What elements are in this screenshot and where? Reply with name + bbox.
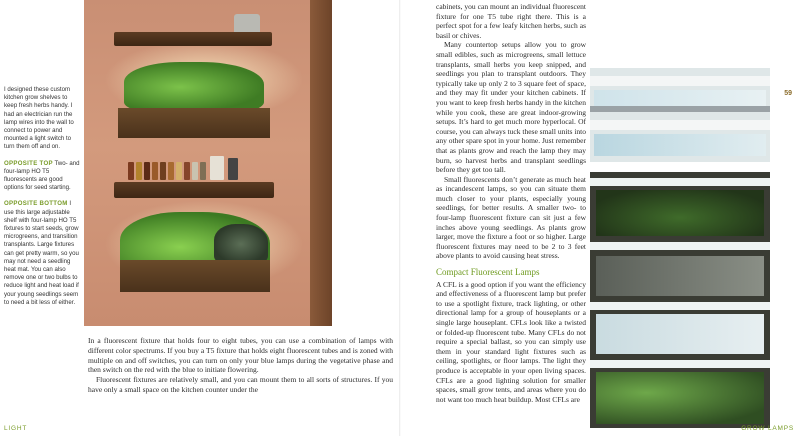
caption-1 xyxy=(4,86,82,152)
gutter xyxy=(399,0,401,436)
jar xyxy=(200,162,206,180)
fixture-tube xyxy=(590,76,770,86)
seed-starting-fixtures-photo xyxy=(590,68,770,162)
jar xyxy=(168,162,174,180)
top-shelf xyxy=(114,32,272,46)
body-paragraph: cabinets, you can mount an individual fluorescent fixture for one T5 tube right there. This is a perfect spot for a few leafy kitchen herbs, such as basil or chives. xyxy=(436,2,586,40)
jar xyxy=(184,162,190,180)
caption-3-label: OPPOSITE BOTTOM xyxy=(4,200,68,208)
body-paragraph: Many countertop setups allow you to grow small edibles, such as microgreens, small lettuce transplants, small herbs you keep snipped, and seedlings you plan to transplant outdoors. They typically take up only 2 to 3 square feet of space, and they may fit under your kitchen cabinets. If you want to keep fresh herbs handy in the kitchen while you cook, these are great indoor-growing setups. It’s hard to get much more hyperlocal. Of course, you can always tuck these small units into any other spare spot in your home. Just remember that as plants grow and reach the lamp they may burn, so harvest herbs and transplant seedlings before they get too tall. xyxy=(436,40,586,175)
trays xyxy=(596,256,764,296)
adjustable-shelf-photo xyxy=(590,172,770,428)
jar xyxy=(152,162,158,180)
caption-2-text: Two- and four-lamp HO T5 fluorescents are good options for seed starting. xyxy=(4,159,80,192)
fixture-tube xyxy=(590,120,770,130)
caption-column xyxy=(4,86,82,315)
herbs-top xyxy=(124,62,264,112)
kitchen-grow-shelves-photo xyxy=(84,0,332,326)
jar xyxy=(144,162,150,180)
middle-shelf xyxy=(114,182,274,198)
jar xyxy=(210,156,224,180)
jar xyxy=(160,162,166,180)
caption-2-label: OPPOSITE TOP xyxy=(4,159,53,167)
jar xyxy=(228,158,238,180)
seed-trays xyxy=(594,134,766,156)
jar xyxy=(136,162,142,180)
caption-3 xyxy=(4,200,82,307)
page-number: 59 xyxy=(784,90,792,97)
running-head-left: LIGHT xyxy=(4,425,28,432)
doorframe xyxy=(310,0,332,326)
jar xyxy=(128,162,134,180)
spice-jars xyxy=(128,148,248,184)
caption-2 xyxy=(4,160,82,193)
body-paragraph: A CFL is a good option if you want the efficiency and effectiveness of a fluorescent lamp but prefer to use a spotlight fixture, track lighting, or other directional lamp for a group of houseplants or a single large houseplant. CFLs look like a twisted or folded-up fluorescent tube. Many CFLs do not require a special ballast, so you can simply use them in your standard light fixtures such as ceiling, spotlights, or floor lamps. The light they produce is acceptable in your open living spaces. CFLs are a good lighting solution for smaller spaces, small grow tents, and areas where you do not want too much heat buildup. Most CFLs are xyxy=(436,279,586,404)
planter-bottom xyxy=(120,260,270,292)
body-paragraph: Fluorescent fixtures are relatively small, and you can mount them to all sorts of structures. If you have only a small space on the kitchen counter under the xyxy=(88,375,393,394)
greens xyxy=(596,190,764,236)
section-subhead: Compact Fluorescent Lamps xyxy=(436,267,540,278)
body-paragraph: In a fluorescent fixture that holds four to eight tubes, you can use a combination of lamps with different color spectrums. If you buy a T5 fixture that holds eight fluorescent tubes and is zoned with multiple on and off switches, you can turn on only your blue lamps during the vegetative phase and then switch on the red with the blue to initiate flowering. xyxy=(88,336,393,375)
purple-herb xyxy=(214,224,268,264)
planter-top xyxy=(118,108,270,138)
seed-trays xyxy=(596,314,764,354)
jar xyxy=(192,162,198,180)
fixture-tube xyxy=(590,302,770,310)
caption-3-text: I use this large adjustable shelf with four-lamp HO T5 fixtures to start seeds, grow microgreens, and transition transplants. Large fixtures can get pretty warm, so you may not need a seedling heat mat. You can also remove one or two bulbs to reduce light and heat load if your young seedlings seem to need a bit less of either. xyxy=(4,200,79,306)
running-head-right: GROW LAMPS xyxy=(741,425,794,432)
right-body-text xyxy=(436,2,586,404)
left-body-text xyxy=(88,336,393,395)
seed-trays xyxy=(594,90,766,106)
fixture-tube xyxy=(590,360,770,368)
shelf-rail xyxy=(590,106,770,112)
transplants xyxy=(596,372,764,424)
fixture-tube xyxy=(590,178,770,186)
caption-1-text: I designed these custom kitchen grow shelves to keep fresh herbs handy. I had an electrician run the lamp wires into the wall to connect to power and mounted a light switch to turn them off and on. xyxy=(4,86,74,151)
body-paragraph: Small fluorescents don’t generate as much heat as incandescent lamps, so you can situate them much closer to your plants, especially young seedlings, for better results. A smaller two- to four-lamp fluorescent fixture can sit just a few inches above young seedlings. As plants grow larger, move the fixture a foot or so higher. Large fluorescent fixtures may need to be 2 to 3 feet above plants to avoid causing heat stress. xyxy=(436,174,586,261)
jar xyxy=(176,162,182,180)
fixture-tube xyxy=(590,242,770,250)
